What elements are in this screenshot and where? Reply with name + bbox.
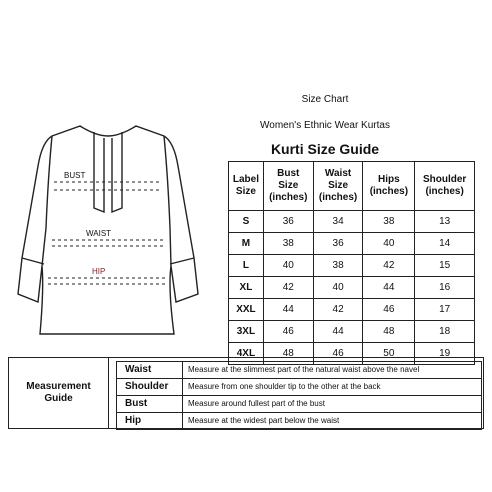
size-table-header-cell <box>415 162 475 211</box>
size-table-header-text: (inches) <box>425 186 464 197</box>
size-table-header-text: Size <box>328 180 349 191</box>
size-value-cell: 34 <box>313 211 363 233</box>
measurement-term: Hip <box>117 413 183 429</box>
bust-label: BUST <box>64 171 86 180</box>
bust-line <box>54 182 162 190</box>
measurement-description: Measure at the widest part below the waist <box>188 416 340 425</box>
measurement-guide-row <box>116 378 482 396</box>
size-value-cell: 50 <box>363 343 415 365</box>
size-table-header-cell <box>229 162 264 211</box>
size-value-cell: 38 <box>263 233 313 255</box>
size-table-header-text: Bust <box>277 168 300 179</box>
size-label-cell: S <box>229 211 264 233</box>
size-value-cell: 40 <box>313 277 363 299</box>
size-value-cell: 42 <box>313 299 363 321</box>
size-table-header-text: (inches) <box>369 186 409 197</box>
table-row <box>229 277 475 299</box>
measurement-description: Measure around fullest part of the bust <box>188 399 325 408</box>
size-table-header-text: (inches) <box>318 192 358 203</box>
size-table-header-text: Waist <box>324 168 352 179</box>
size-label-cell: L <box>229 255 264 277</box>
size-label-cell: XXL <box>229 299 264 321</box>
measurement-guide-rows <box>116 361 482 430</box>
sleeve-seam-right <box>164 136 171 266</box>
size-table-header-text: Label <box>232 174 259 185</box>
size-value-cell: 44 <box>263 299 313 321</box>
size-value-cell: 36 <box>263 211 313 233</box>
size-value-cell: 42 <box>263 277 313 299</box>
size-value-cell: 42 <box>363 255 415 277</box>
size-label-cell: M <box>229 233 264 255</box>
measurement-description: Measure from one shoulder tip to the other at the back <box>188 382 381 391</box>
size-label-cell: XL <box>229 277 264 299</box>
size-value-cell: 48 <box>363 321 415 343</box>
kurta-diagram <box>8 118 213 350</box>
size-value-cell: 19 <box>415 343 475 365</box>
waist-label: WAIST <box>86 229 112 238</box>
waist-line <box>52 240 164 246</box>
size-value-cell: 46 <box>363 299 415 321</box>
size-value-cell: 17 <box>415 299 475 321</box>
size-chart-title: Size Chart <box>301 94 349 105</box>
size-value-cell: 38 <box>313 255 363 277</box>
size-label-cell: 3XL <box>229 321 264 343</box>
measurement-guide-row <box>116 361 482 379</box>
measurement-guide-label <box>9 358 109 428</box>
measurement-term: Waist <box>117 362 183 378</box>
neck-placket <box>94 132 122 212</box>
category-subtitle: Women's Ethnic Wear Kurtas <box>260 120 390 131</box>
measurement-guide-row <box>116 395 482 413</box>
sleeve-seam-left <box>42 136 52 266</box>
size-table-header-text: Size <box>278 180 299 191</box>
size-value-cell: 40 <box>363 233 415 255</box>
cuff-left <box>22 258 44 264</box>
measurement-term: Shoulder <box>117 379 183 395</box>
size-table <box>228 161 475 365</box>
table-row <box>229 299 475 321</box>
size-table-header-text: (inches) <box>269 192 308 203</box>
size-value-cell: 44 <box>363 277 415 299</box>
size-value-cell: 46 <box>263 321 313 343</box>
measurement-guide-row <box>116 412 482 430</box>
measurement-guide <box>8 357 484 429</box>
measurement-description: Measure at the slimmest part of the natural waist above the navel <box>188 365 420 374</box>
size-value-cell: 36 <box>313 233 363 255</box>
hip-label: HIP <box>92 267 106 276</box>
size-value-cell: 40 <box>263 255 313 277</box>
measurement-guide-label-line2: Guide <box>44 393 73 404</box>
hip-line <box>48 278 168 284</box>
size-table-header-text: Shoulder <box>422 174 467 185</box>
size-table-header-text: Size <box>235 186 256 197</box>
size-table-header-text: Hips <box>378 174 400 185</box>
size-value-cell: 13 <box>415 211 475 233</box>
size-value-cell: 14 <box>415 233 475 255</box>
size-table-header-cell <box>263 162 313 211</box>
size-value-cell: 16 <box>415 277 475 299</box>
size-value-cell: 46 <box>313 343 363 365</box>
measurement-term: Bust <box>117 396 183 412</box>
size-table-header-cell <box>363 162 415 211</box>
size-label-cell: 4XL <box>229 343 264 365</box>
table-row <box>229 255 475 277</box>
size-value-cell: 44 <box>313 321 363 343</box>
table-row <box>229 233 475 255</box>
size-table-header-cell <box>313 162 363 211</box>
size-value-cell: 18 <box>415 321 475 343</box>
size-value-cell: 48 <box>263 343 313 365</box>
size-guide-heading: Kurti Size Guide <box>270 141 380 157</box>
size-value-cell: 15 <box>415 255 475 277</box>
size-value-cell: 38 <box>363 211 415 233</box>
cuff-right <box>170 258 194 264</box>
table-row <box>229 211 475 233</box>
size-table-header-row <box>229 162 475 211</box>
measurement-guide-label-line1: Measurement <box>26 381 91 392</box>
table-row <box>229 321 475 343</box>
